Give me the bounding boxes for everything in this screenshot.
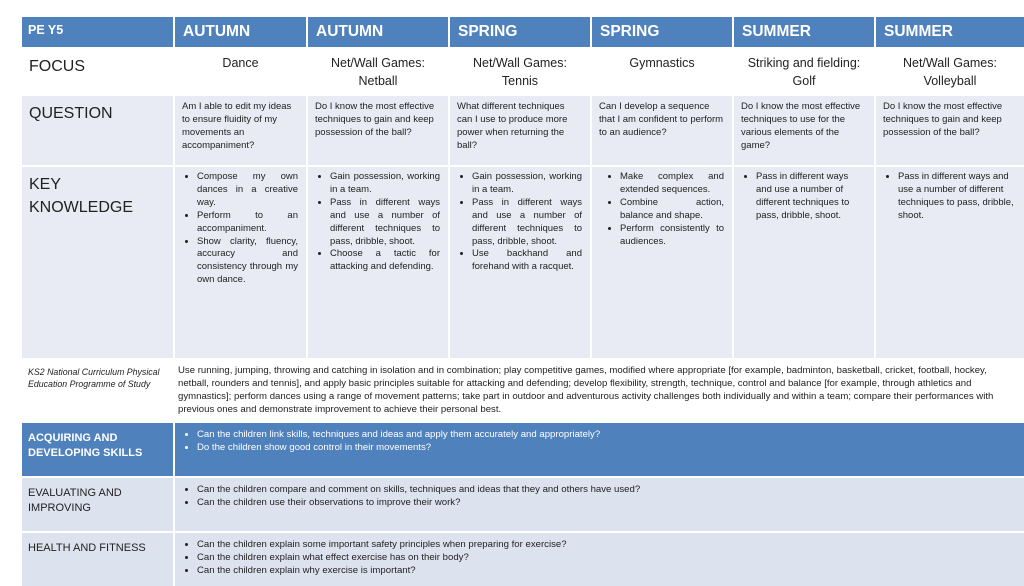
skill-label-acquiring: ACQUIRING AND DEVELOPING SKILLS — [22, 423, 173, 476]
list-item: • Pass in different ways and use a number of different techniques to pass, dribble, shoot. — [330, 197, 440, 249]
list-item: • Can the children explain what effect exercise has on their body? — [197, 551, 1016, 564]
focus-cell: Net/Wall Games: Tennis — [450, 49, 590, 94]
focus-cell: Striking and fielding: Golf — [734, 49, 874, 94]
key-knowledge-cell — [876, 167, 1024, 358]
table-corner-title: PE Y5 — [22, 17, 173, 47]
list-item: • Choose a tactic for attacking and defending. — [330, 248, 440, 274]
term-header-3: SPRING — [450, 17, 590, 47]
list-item: • Can the children use their observations to improve their work? — [197, 496, 1016, 509]
list-item: • Perform consistently to audiences. — [620, 223, 724, 249]
pe-y5-curriculum-table — [22, 17, 1012, 586]
list-item: • Do the children show good control in their movements? — [197, 441, 1016, 454]
key-knowledge-row-label: KEY KNOWLEDGE — [22, 167, 173, 358]
skill-body-health — [175, 533, 1024, 586]
question-cell: Do I know the most effective techniques to use for the various elements of the game? — [734, 96, 874, 165]
key-knowledge-cell — [592, 167, 732, 358]
question-cell: Do I know the most effective techniques to gain and keep possession of the ball? — [876, 96, 1024, 165]
skill-body-acquiring — [175, 423, 1024, 476]
list-item: • Make complex and extended sequences. — [620, 171, 724, 197]
term-header-1: AUTUMN — [175, 17, 306, 47]
focus-cell: Net/Wall Games: Volleyball — [876, 49, 1024, 94]
list-item: • Show clarity, fluency, accuracy and consistency through my own dance. — [197, 236, 298, 288]
question-cell: Am I able to edit my ideas to ensure fluidity of my movements an accompaniment? — [175, 96, 306, 165]
list-item: • Can the children explain why exercise is important? — [197, 564, 1016, 577]
list-item: • Combine action, balance and shape. — [620, 197, 724, 223]
key-knowledge-cell — [450, 167, 590, 358]
list-item: • Pass in different ways and use a number of different techniques to pass, dribble, shoot. — [898, 171, 1016, 223]
list-item: • Gain possession, working in a team. — [472, 171, 582, 197]
curriculum-text: Use running, jumping, throwing and catching in isolation and in combination; play competitive games, modified where appropriate [for example, badminton, basketball, cricket, football, hockey, netball, rounders and tennis], and apply basic principles suitable for attacking and defending; develop flexibility, strength, technique, control and balance [for example, through athletics and gymnastics]; perform dances using a range of movement patterns; take part in outdoor and adventurous activity challenges both individually and within a team; compare their performances with previous ones and demonstrate improvement to achieve their personal best. — [175, 360, 1024, 421]
list-item: • Use backhand and forehand with a racquet. — [472, 248, 582, 274]
term-header-4: SPRING — [592, 17, 732, 47]
list-item: • Can the children link skills, techniques and ideas and apply them accurately and appropriately? — [197, 428, 1016, 441]
list-item: • Pass in different ways and use a number of different techniques to pass, dribble, shoot. — [472, 197, 582, 249]
skill-label-evaluating: EVALUATING AND IMPROVING — [22, 478, 173, 531]
list-item: • Perform to an accompaniment. — [197, 210, 298, 236]
list-item: • Can the children explain some important safety principles when preparing for exercise? — [197, 538, 1016, 551]
key-knowledge-cell — [734, 167, 874, 358]
question-row-label: QUESTION — [22, 96, 173, 165]
list-item: • Gain possession, working in a team. — [330, 171, 440, 197]
list-item: • Pass in different ways and use a number of different techniques to pass, dribble, shoot. — [756, 171, 866, 223]
focus-row-label: FOCUS — [22, 49, 173, 94]
list-item: • Can the children compare and comment on skills, techniques and ideas that they and others have used? — [197, 483, 1016, 496]
curriculum-label: KS2 National Curriculum Physical Education Programme of Study — [22, 360, 173, 421]
list-item: • Compose my own dances in a creative way. — [197, 171, 298, 210]
skill-body-evaluating — [175, 478, 1024, 531]
question-cell: Can I develop a sequence that I am confident to perform to an audience? — [592, 96, 732, 165]
term-header-5: SUMMER — [734, 17, 874, 47]
focus-cell: Gymnastics — [592, 49, 732, 94]
key-knowledge-cell — [308, 167, 448, 358]
question-cell: Do I know the most effective techniques to gain and keep possession of the ball? — [308, 96, 448, 165]
focus-cell: Net/Wall Games: Netball — [308, 49, 448, 94]
term-header-2: AUTUMN — [308, 17, 448, 47]
key-knowledge-cell — [175, 167, 306, 358]
skill-label-health: HEALTH AND FITNESS — [22, 533, 173, 586]
focus-cell: Dance — [175, 49, 306, 94]
term-header-6: SUMMER — [876, 17, 1024, 47]
question-cell: What different techniques can I use to produce more power when returning the ball? — [450, 96, 590, 165]
